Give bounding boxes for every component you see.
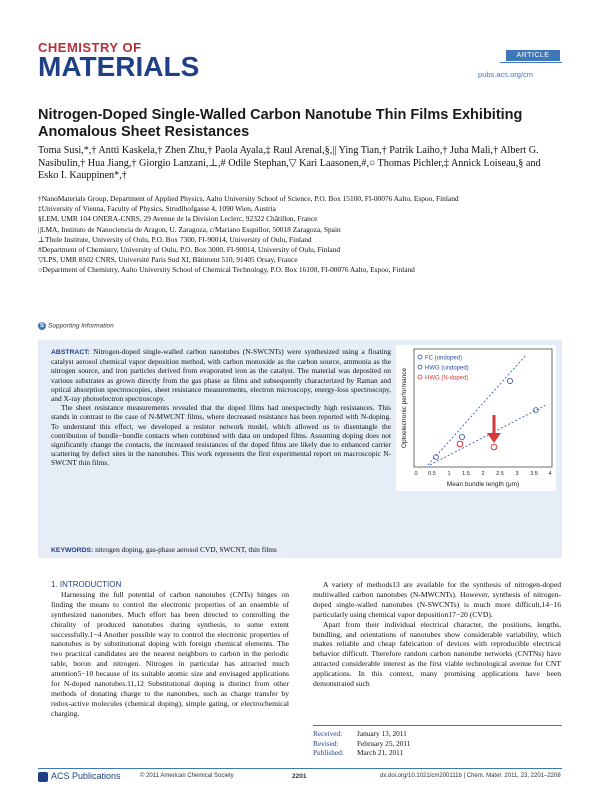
x-tick: 1.5 [462,471,470,477]
header-rule [500,62,562,63]
toc-figure [396,345,556,491]
abstract-label: ABSTRACT: [51,349,90,356]
keywords-text: nitrogen doping, gas-phase aerosol CVD, SWCNT, thin films [95,545,277,554]
page-number: 2201 [292,773,307,780]
affiliation-item: #Department of Chemistry, University of Oulu, P.O. Box 3000, FI-90014, University of Oulu, Finland [38,245,341,255]
date-value: February 25, 2011 [357,738,411,748]
publisher-logo [38,771,121,782]
publisher-name: ACS Publications [51,771,121,781]
affiliation-item: §LEM, UMR 104 ONERA-CNRS, 29 Avenue de la Division Leclerc, 92322 Châtillon, France [38,214,318,224]
x-tick: 0.5 [428,471,436,477]
affiliations [38,194,558,276]
legend-hwg: HWG (undoped) [425,365,469,372]
x-axis-label: Mean bundle length (μm) [446,481,520,488]
keywords [51,545,277,554]
dates-rule [313,725,562,726]
copyright: © 2011 American Chemical Society [140,773,234,779]
section-heading-introduction: 1. INTRODUCTION [51,580,122,589]
abstract-paragraph-1: Nitrogen-doped single-walled carbon nanotubes (N-SWCNTs) were synthesized using a floating catalyst aerosol chemical vapor deposition method, with carbon monoxide as the carbon source, ammonia as the nitrogen source, and iron particles derived from evaporated iron as the catalyst. The material was deposited on various substrates as grown directly from the gas phase as films and subsequently characterized by Raman and optical absorption spectroscopies, sheet resistance measurements, electron microscopy, energy-loss spectroscopy, and X-ray photoelectron spectroscopy. [51,347,391,404]
affiliation-item: ○Department of Chemistry, Aalto University School of Chemical Technology, P.O. Box 16100, FI-00076 Aalto, Espoo, Finland [38,265,415,275]
column-right [313,580,561,689]
affiliation-item: ‡University of Vienna, Faculty of Physics, Strudlhofgasse 4, 1090 Wien, Austria [38,204,276,214]
abstract [51,347,391,468]
column-left [51,580,289,719]
y-axis-label: Optoelectronic performance [401,367,408,449]
x-tick: 3 [515,471,519,477]
affiliation-item: †NanoMaterials Group, Department of Applied Physics, Aalto University School of Science, P.O. Box 15100, FI-00076 Aalto, Espoo, Finland [38,194,459,203]
journal-name-main: MATERIALS [38,51,200,82]
legend-ndoped: HWG (N-doped) [425,375,469,382]
publication-dates [313,729,410,758]
x-tick: 1 [447,471,451,477]
author-list: Toma Susi,*,† Antti Kaskela,† Zhen Zhu,† Paola Ayala,‡ Raul Arenal,§,|| Ying Tian,† Patrik Laiho,† Juha Mali,† Albert G. Nasibulin,† Hua Jiang,† Giorgio Lanzani,⊥,# Odile Stephan,▽ Kari Laasonen,#,○ Thomas Pichler,‡ Annick Loiseau,§ and Esko I. Kauppinen*,† [38,145,541,182]
intro-paragraph-3: Apart from their individual electrical character, the positions, lengths, bundling, and orientations of nanotubes show considerable variability, which makes reliable and cheap fabrication of devices with reproducible electrical behavior difficult. Therefore random carbon nanotube networks (CNTNs) have attracted considerable interest as the first viable technological avenue for CNT applications. In this context, many promising applications have been demonstrated such [313,619,561,689]
date-value: March 21, 2011 [357,748,404,758]
affiliation-item: ||LMA, Instituto de Nanociencia de Aragon, U. Zaragoza, c/Mariano Esquillor, 50018 Zaragoza, Spain [38,224,341,234]
x-tick: 3.5 [530,471,538,477]
date-label: Published: [313,748,344,758]
keywords-label: KEYWORDS: [51,547,94,554]
article-title: Nitrogen-Doped Single-Walled Carbon Nanotube Thin Films Exhibiting Anomalous Sheet Resistances [38,107,523,140]
acs-logo-icon [38,772,48,782]
footer-rule [38,768,562,769]
date-label: Received: [313,729,343,738]
date-revised [313,739,410,749]
x-tick: 2 [481,471,485,477]
date-received [313,729,410,739]
supporting-info-icon: S [39,323,44,329]
date-label: Revised: [313,738,339,748]
toc-plot [396,345,556,491]
date-value: January 13, 2011 [357,729,407,738]
affiliation-item: ▽LPS, UMR 8502 CNRS, Université Paris Sud XI, Bâtiment 510, 91405 Orsay, France [38,255,298,265]
x-tick: 4 [548,471,552,477]
journal-url-link[interactable]: pubs.acs.org/cm [478,70,534,79]
abstract-paragraph-2: The sheet resistance measurements revealed that the doped films had unexpectedly high resistances. This stands in contrast to the case of N-MWCNT films, where decreased resistance has been reported with N-doping. To understand this effect, we developed a resistor network model, which allowed us to disentangle the contribution of bundle−bundle contacts when combined with data on undoped films. Assuming doping does not significantly change the contacts, the increased resistances of the doped films are likely due to enhanced carrier scattering by defect sites in the nanotubes. This work represents the first experimental report on macroscopic N-SWCNT thin films. [51,403,391,468]
legend-fc: FC (undoped) [425,355,463,362]
journal-name-top: CHEMISTRY OF [38,40,142,55]
affiliation-item: ⊥Thule Institute, University of Oulu, P.O. Box 7300, FI-90014, University of Oulu, Finland [38,234,312,244]
intro-paragraph-2: A variety of methods13 are available for the synthesis of nitrogen-doped multiwalled carbon nanotubes (N-MWCNTs). However, synthesis of nitrogen-doped single-walled nanotubes (N-SWCNTs) is much more difficult,14−16 particularly using chemical vapor deposition17−20 (CVD). [313,580,561,619]
article-type-badge: ARTICLE [506,50,560,61]
supporting-info-label: Supporting Information [48,322,114,330]
x-tick: 2.5 [496,471,504,477]
x-tick: 0 [414,471,418,477]
x-tick-labels [414,471,551,477]
date-published [313,748,410,758]
doi-citation-link[interactable]: dx.doi.org/10.1021/cm200111b | Chem. Mater. 2011, 23, 2201–2208 [380,773,561,779]
intro-paragraph-1: Harnessing the full potential of carbon nanotubes (CNTs) hinges on finding the means to control the electronic properties of an ensemble of synthesized nanotubes. Much effort has been directed to controlling the chirality of produced nanotubes during synthesis, to some extent successfully.1−4 Another possible way to control the electronic properties of nanotubes is by substitutional doping with foreign chemical elements. The two practical candidates are the nearest neighbors to carbon in the periodic table, boron and nitrogen. Nitrogen in particular has attracted much attention5−10 because of its suitable atomic size and envisaged applications for N-doped nanotubes.11,12 Substitutional doping is distinct from other methods of donating charge to the nanotubes, such as charge transfer by redox-active molecules (chemical doping), simple gating, or electrochemical charging. [51,589,289,718]
supporting-info-link[interactable] [38,322,114,330]
